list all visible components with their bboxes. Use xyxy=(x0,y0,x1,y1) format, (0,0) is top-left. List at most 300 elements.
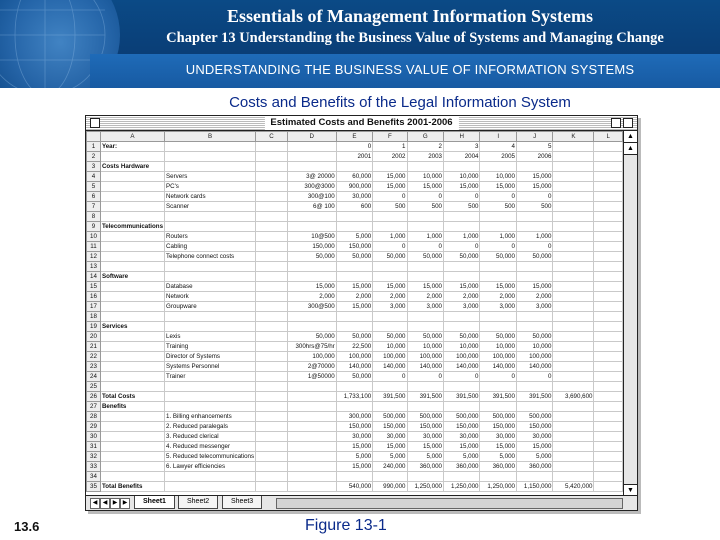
cell[interactable] xyxy=(553,452,594,462)
cell[interactable]: 15,000 xyxy=(336,462,372,472)
cell[interactable] xyxy=(373,312,407,322)
cell[interactable]: 3@ 20000 xyxy=(287,172,336,182)
cell[interactable]: 15,000 xyxy=(373,282,407,292)
row-number[interactable]: 18 xyxy=(87,312,101,322)
cell[interactable]: 15,000 xyxy=(480,442,516,452)
cell[interactable]: 2001 xyxy=(336,152,372,162)
cell[interactable]: 2,000 xyxy=(480,292,516,302)
cell[interactable] xyxy=(165,162,256,172)
row-number[interactable]: 4 xyxy=(87,172,101,182)
cell[interactable] xyxy=(287,412,336,422)
cell[interactable]: 1@50000 xyxy=(287,372,336,382)
cell[interactable] xyxy=(594,212,623,222)
row-number[interactable]: 34 xyxy=(87,472,101,482)
cell[interactable]: 300@3000 xyxy=(287,182,336,192)
cell[interactable]: 0 xyxy=(480,192,516,202)
cell[interactable] xyxy=(480,212,516,222)
cell[interactable]: 500 xyxy=(443,202,479,212)
vertical-scrollbar[interactable] xyxy=(623,131,637,496)
row-number[interactable]: 2 xyxy=(87,152,101,162)
cell[interactable] xyxy=(443,472,479,482)
cell[interactable]: 360,000 xyxy=(516,462,552,472)
corner-header[interactable] xyxy=(87,132,101,142)
cell[interactable] xyxy=(100,262,164,272)
cell[interactable] xyxy=(553,182,594,192)
cell[interactable]: 1,000 xyxy=(516,232,552,242)
cell[interactable] xyxy=(336,382,372,392)
row-number[interactable]: 15 xyxy=(87,282,101,292)
cell[interactable] xyxy=(594,322,623,332)
cell[interactable] xyxy=(516,262,552,272)
cell[interactable] xyxy=(287,422,336,432)
cell[interactable] xyxy=(256,422,288,432)
row-number[interactable]: 27 xyxy=(87,402,101,412)
cell[interactable]: 100,000 xyxy=(480,352,516,362)
cell[interactable]: 0 xyxy=(480,372,516,382)
row-number[interactable]: 32 xyxy=(87,452,101,462)
cell[interactable]: 5 xyxy=(516,142,552,152)
cell[interactable] xyxy=(594,242,623,252)
cell[interactable]: 100,000 xyxy=(443,352,479,362)
cell[interactable]: 15,000 xyxy=(516,182,552,192)
cell[interactable] xyxy=(553,172,594,182)
cell[interactable]: 15,000 xyxy=(407,282,443,292)
cell[interactable] xyxy=(165,222,256,232)
cell[interactable]: Total Benefits xyxy=(100,482,164,492)
cell[interactable]: Database xyxy=(165,282,256,292)
cell[interactable] xyxy=(480,162,516,172)
cell[interactable] xyxy=(165,152,256,162)
cell[interactable] xyxy=(256,232,288,242)
cell[interactable] xyxy=(287,472,336,482)
cell[interactable]: 500 xyxy=(373,202,407,212)
cell[interactable]: 10,000 xyxy=(516,342,552,352)
cell[interactable]: 300hrs@75/hr xyxy=(287,342,336,352)
cell[interactable] xyxy=(594,392,623,402)
cell[interactable] xyxy=(594,362,623,372)
cell[interactable] xyxy=(100,342,164,352)
cell[interactable] xyxy=(594,432,623,442)
cell[interactable] xyxy=(287,312,336,322)
cell[interactable] xyxy=(594,482,623,492)
cell[interactable] xyxy=(256,282,288,292)
cell[interactable] xyxy=(553,242,594,252)
cell[interactable]: 0 xyxy=(443,242,479,252)
cell[interactable]: 50,000 xyxy=(336,372,372,382)
cell[interactable]: 5,000 xyxy=(336,232,372,242)
cell[interactable] xyxy=(594,312,623,322)
cell[interactable]: 150,000 xyxy=(336,242,372,252)
cell[interactable]: 100,000 xyxy=(287,352,336,362)
cell[interactable]: 10,000 xyxy=(407,172,443,182)
cell[interactable] xyxy=(443,262,479,272)
cell[interactable] xyxy=(373,382,407,392)
cell[interactable] xyxy=(553,442,594,452)
cell[interactable] xyxy=(336,212,372,222)
cell[interactable]: Director of Systems xyxy=(165,352,256,362)
cell[interactable] xyxy=(256,152,288,162)
cell[interactable] xyxy=(594,462,623,472)
cell[interactable] xyxy=(287,462,336,472)
next-sheet-icon[interactable]: ▶ xyxy=(110,498,120,509)
row-number[interactable]: 13 xyxy=(87,262,101,272)
cell[interactable]: 15,000 xyxy=(336,282,372,292)
cell[interactable] xyxy=(480,222,516,232)
cell[interactable] xyxy=(373,472,407,482)
cell[interactable] xyxy=(594,232,623,242)
cell[interactable] xyxy=(594,192,623,202)
cell[interactable]: 150,000 xyxy=(480,422,516,432)
cell[interactable]: 0 xyxy=(407,372,443,382)
cell[interactable] xyxy=(165,392,256,402)
last-sheet-icon[interactable]: ▶ xyxy=(120,498,130,509)
cell[interactable] xyxy=(100,152,164,162)
cell[interactable]: 1. Billing enhancements xyxy=(165,412,256,422)
cell[interactable]: 500 xyxy=(407,202,443,212)
row-number[interactable]: 25 xyxy=(87,382,101,392)
cell[interactable]: 500,000 xyxy=(480,412,516,422)
cell[interactable]: 150,000 xyxy=(443,422,479,432)
cell[interactable]: Scanner xyxy=(165,202,256,212)
close-box-icon[interactable] xyxy=(90,118,100,128)
column-header[interactable]: C xyxy=(256,132,288,142)
cell[interactable] xyxy=(553,322,594,332)
cell[interactable] xyxy=(594,452,623,462)
row-number[interactable]: 16 xyxy=(87,292,101,302)
cell[interactable] xyxy=(256,412,288,422)
cell[interactable] xyxy=(256,172,288,182)
cell[interactable] xyxy=(100,312,164,322)
cell[interactable] xyxy=(256,332,288,342)
cell[interactable] xyxy=(480,272,516,282)
cell[interactable]: 22,500 xyxy=(336,342,372,352)
cell[interactable]: 100,000 xyxy=(336,352,372,362)
cell[interactable] xyxy=(553,372,594,382)
cell[interactable]: 500 xyxy=(516,202,552,212)
cell[interactable]: 3,000 xyxy=(373,302,407,312)
cell[interactable] xyxy=(553,192,594,202)
cell[interactable]: Network cards xyxy=(165,192,256,202)
cell[interactable]: 240,000 xyxy=(373,462,407,472)
cell[interactable] xyxy=(287,432,336,442)
cell[interactable]: Services xyxy=(100,322,164,332)
cell[interactable] xyxy=(594,402,623,412)
column-header[interactable]: H xyxy=(443,132,479,142)
cell[interactable] xyxy=(516,312,552,322)
cell[interactable]: Training xyxy=(165,342,256,352)
cell[interactable]: 360,000 xyxy=(407,462,443,472)
cell[interactable] xyxy=(553,382,594,392)
cell[interactable] xyxy=(553,462,594,472)
cell[interactable]: 10,000 xyxy=(443,342,479,352)
cell[interactable] xyxy=(443,212,479,222)
cell[interactable] xyxy=(100,182,164,192)
cell[interactable]: 2. Reduced paralegals xyxy=(165,422,256,432)
cell[interactable] xyxy=(256,302,288,312)
cell[interactable]: 2,000 xyxy=(407,292,443,302)
cell[interactable]: 300@100 xyxy=(287,192,336,202)
cell[interactable] xyxy=(287,222,336,232)
cell[interactable] xyxy=(373,272,407,282)
cell[interactable] xyxy=(480,472,516,482)
cell[interactable] xyxy=(165,142,256,152)
cell[interactable]: 1,250,000 xyxy=(407,482,443,492)
cell[interactable] xyxy=(256,202,288,212)
column-header[interactable]: L xyxy=(594,132,623,142)
cell[interactable] xyxy=(287,382,336,392)
cell[interactable]: 15,000 xyxy=(407,442,443,452)
cell[interactable]: 150,000 xyxy=(373,422,407,432)
cell[interactable]: 30,000 xyxy=(516,432,552,442)
cell[interactable]: 50,000 xyxy=(443,252,479,262)
cell[interactable]: 5. Reduced telecommunications xyxy=(166,453,255,460)
column-header[interactable]: B xyxy=(165,132,256,142)
cell[interactable] xyxy=(407,272,443,282)
cell[interactable]: 50,000 xyxy=(407,332,443,342)
cell[interactable] xyxy=(287,272,336,282)
cell[interactable] xyxy=(407,262,443,272)
row-number[interactable]: 30 xyxy=(87,432,101,442)
row-number[interactable]: 35 xyxy=(87,482,101,492)
cell[interactable]: 2,000 xyxy=(287,292,336,302)
cell[interactable]: 50,000 xyxy=(480,252,516,262)
cell[interactable]: Trainer xyxy=(165,372,256,382)
cell[interactable]: 10,000 xyxy=(407,342,443,352)
cell[interactable] xyxy=(100,332,164,342)
cell[interactable]: 300,000 xyxy=(336,412,372,422)
column-header[interactable]: I xyxy=(480,132,516,142)
cell[interactable]: 3 xyxy=(443,142,479,152)
cell[interactable] xyxy=(594,412,623,422)
cell[interactable]: 2,000 xyxy=(336,292,372,302)
cell[interactable]: 50,000 xyxy=(336,252,372,262)
row-number[interactable]: 22 xyxy=(87,352,101,362)
cell[interactable]: 2003 xyxy=(407,152,443,162)
cell[interactable]: 15,000 xyxy=(516,442,552,452)
cell[interactable] xyxy=(336,312,372,322)
cell[interactable]: 140,000 xyxy=(480,362,516,372)
cell[interactable] xyxy=(287,152,336,162)
cell[interactable] xyxy=(256,462,288,472)
cell[interactable]: 2004 xyxy=(443,152,479,162)
cell[interactable]: 3. Reduced clerical xyxy=(165,432,256,442)
cell[interactable] xyxy=(443,382,479,392)
cell[interactable]: Lexis xyxy=(165,332,256,342)
cell[interactable] xyxy=(100,192,164,202)
cell[interactable] xyxy=(165,482,256,492)
cell[interactable] xyxy=(407,322,443,332)
cell[interactable] xyxy=(100,292,164,302)
cell[interactable] xyxy=(480,262,516,272)
row-number[interactable]: 11 xyxy=(87,242,101,252)
cell[interactable]: 391,500 xyxy=(407,392,443,402)
cell[interactable]: 0 xyxy=(516,192,552,202)
cell[interactable] xyxy=(165,402,256,412)
cell[interactable] xyxy=(594,222,623,232)
cell[interactable] xyxy=(100,432,164,442)
row-number[interactable]: 3 xyxy=(87,162,101,172)
cell[interactable] xyxy=(256,262,288,272)
cell[interactable] xyxy=(100,172,164,182)
cell[interactable]: 0 xyxy=(373,372,407,382)
cell[interactable] xyxy=(594,142,623,152)
cell[interactable]: 10,000 xyxy=(443,172,479,182)
cell[interactable] xyxy=(594,292,623,302)
cell[interactable]: 1,000 xyxy=(407,232,443,242)
row-number[interactable]: 21 xyxy=(87,342,101,352)
row-number[interactable]: 7 xyxy=(87,202,101,212)
column-header[interactable]: D xyxy=(287,132,336,142)
cell[interactable] xyxy=(165,322,256,332)
cell[interactable]: 0 xyxy=(373,242,407,252)
cell[interactable] xyxy=(336,222,372,232)
cell[interactable]: 0 xyxy=(373,192,407,202)
cell[interactable]: Cabling xyxy=(165,242,256,252)
cell[interactable]: 140,000 xyxy=(443,362,479,372)
cell[interactable]: 1,250,000 xyxy=(480,482,516,492)
cell[interactable]: 15,000 xyxy=(407,182,443,192)
cell[interactable] xyxy=(594,342,623,352)
row-number[interactable]: 29 xyxy=(87,422,101,432)
cell[interactable]: 500,000 xyxy=(407,412,443,422)
cell[interactable]: 140,000 xyxy=(407,362,443,372)
cell[interactable] xyxy=(407,312,443,322)
cell[interactable]: 30,000 xyxy=(480,432,516,442)
cell[interactable]: 10,000 xyxy=(480,342,516,352)
cell[interactable] xyxy=(373,222,407,232)
cell[interactable] xyxy=(594,202,623,212)
cell[interactable] xyxy=(443,322,479,332)
cell[interactable]: 391,500 xyxy=(516,392,552,402)
cell[interactable]: Year: xyxy=(100,142,164,152)
cell[interactable] xyxy=(256,372,288,382)
cell[interactable] xyxy=(100,232,164,242)
cell[interactable]: 2006 xyxy=(516,152,552,162)
cell[interactable] xyxy=(553,362,594,372)
cell[interactable] xyxy=(100,282,164,292)
cell[interactable] xyxy=(594,252,623,262)
cell[interactable]: Software xyxy=(100,272,164,282)
cell[interactable]: 5,000 xyxy=(443,452,479,462)
cell[interactable] xyxy=(256,312,288,322)
cell[interactable]: 3,000 xyxy=(443,302,479,312)
column-header[interactable]: E xyxy=(336,132,372,142)
cell[interactable]: 15,000 xyxy=(373,182,407,192)
cell[interactable] xyxy=(165,212,256,222)
cell[interactable] xyxy=(100,422,164,432)
cell[interactable]: 500,000 xyxy=(516,412,552,422)
cell[interactable] xyxy=(516,212,552,222)
cell[interactable]: 50,000 xyxy=(373,332,407,342)
prev-sheet-icon[interactable]: ◀ xyxy=(100,498,110,509)
cell[interactable]: 50,000 xyxy=(373,252,407,262)
cell[interactable] xyxy=(373,162,407,172)
row-number[interactable]: 17 xyxy=(87,302,101,312)
cell[interactable]: 10@500 xyxy=(287,232,336,242)
column-header[interactable]: G xyxy=(407,132,443,142)
cell[interactable] xyxy=(336,472,372,482)
cell[interactable] xyxy=(594,272,623,282)
cell[interactable]: 0 xyxy=(407,192,443,202)
cell[interactable] xyxy=(287,392,336,402)
cell[interactable]: 15,000 xyxy=(336,302,372,312)
row-number[interactable]: 6 xyxy=(87,192,101,202)
cell[interactable] xyxy=(553,252,594,262)
cell[interactable] xyxy=(100,212,164,222)
cell[interactable]: PC's xyxy=(165,182,256,192)
cell[interactable] xyxy=(407,222,443,232)
cell[interactable] xyxy=(594,352,623,362)
cell[interactable]: Network xyxy=(165,292,256,302)
cell[interactable]: 15,000 xyxy=(336,442,372,452)
cell[interactable]: 50,000 xyxy=(336,332,372,342)
cell[interactable] xyxy=(516,472,552,482)
cell[interactable]: 30,000 xyxy=(373,432,407,442)
row-number[interactable]: 33 xyxy=(87,462,101,472)
cell[interactable] xyxy=(165,382,256,392)
cell[interactable] xyxy=(443,272,479,282)
cell[interactable] xyxy=(256,252,288,262)
cell[interactable] xyxy=(256,482,288,492)
cell[interactable]: 540,000 xyxy=(336,482,372,492)
cell[interactable] xyxy=(287,322,336,332)
cell[interactable]: 15,000 xyxy=(373,442,407,452)
cell[interactable]: 1 xyxy=(373,142,407,152)
cell[interactable]: 4 xyxy=(480,142,516,152)
cell[interactable]: 900,000 xyxy=(336,182,372,192)
cell[interactable]: 60,000 xyxy=(336,172,372,182)
cell[interactable]: 391,500 xyxy=(480,392,516,402)
cell[interactable] xyxy=(100,442,164,452)
cell[interactable] xyxy=(100,452,164,462)
zoom-box-icon[interactable] xyxy=(611,118,621,128)
cell[interactable]: Telecommunications xyxy=(101,223,164,230)
cell[interactable]: Benefits xyxy=(100,402,164,412)
column-header[interactable]: F xyxy=(373,132,407,142)
cell[interactable] xyxy=(256,222,288,232)
cell[interactable] xyxy=(516,322,552,332)
cell[interactable] xyxy=(594,152,623,162)
first-sheet-icon[interactable]: ◀ xyxy=(90,498,100,509)
cell[interactable]: 3,690,600 xyxy=(553,392,594,402)
cell[interactable]: Servers xyxy=(165,172,256,182)
cell[interactable]: 150,000 xyxy=(407,422,443,432)
cell[interactable] xyxy=(553,262,594,272)
cell[interactable] xyxy=(553,352,594,362)
cell[interactable]: 0 xyxy=(516,372,552,382)
cell[interactable] xyxy=(287,212,336,222)
cell[interactable]: 140,000 xyxy=(336,362,372,372)
row-number[interactable]: 1 xyxy=(87,142,101,152)
column-header[interactable]: K xyxy=(553,132,594,142)
cell[interactable] xyxy=(553,402,594,412)
cell[interactable]: 5,000 xyxy=(336,452,372,462)
cell[interactable] xyxy=(594,372,623,382)
cell[interactable] xyxy=(594,472,623,482)
cell[interactable] xyxy=(100,252,164,262)
cell[interactable]: 2002 xyxy=(373,152,407,162)
cell[interactable] xyxy=(553,302,594,312)
cell[interactable]: 50,000 xyxy=(287,252,336,262)
cell[interactable]: 1,733,100 xyxy=(336,392,372,402)
cell[interactable] xyxy=(594,422,623,432)
cell[interactable]: 30,000 xyxy=(407,432,443,442)
cell[interactable] xyxy=(553,292,594,302)
row-number[interactable]: 19 xyxy=(87,322,101,332)
cell[interactable]: 100,000 xyxy=(516,352,552,362)
cell[interactable] xyxy=(100,412,164,422)
cell[interactable]: 10,000 xyxy=(480,172,516,182)
